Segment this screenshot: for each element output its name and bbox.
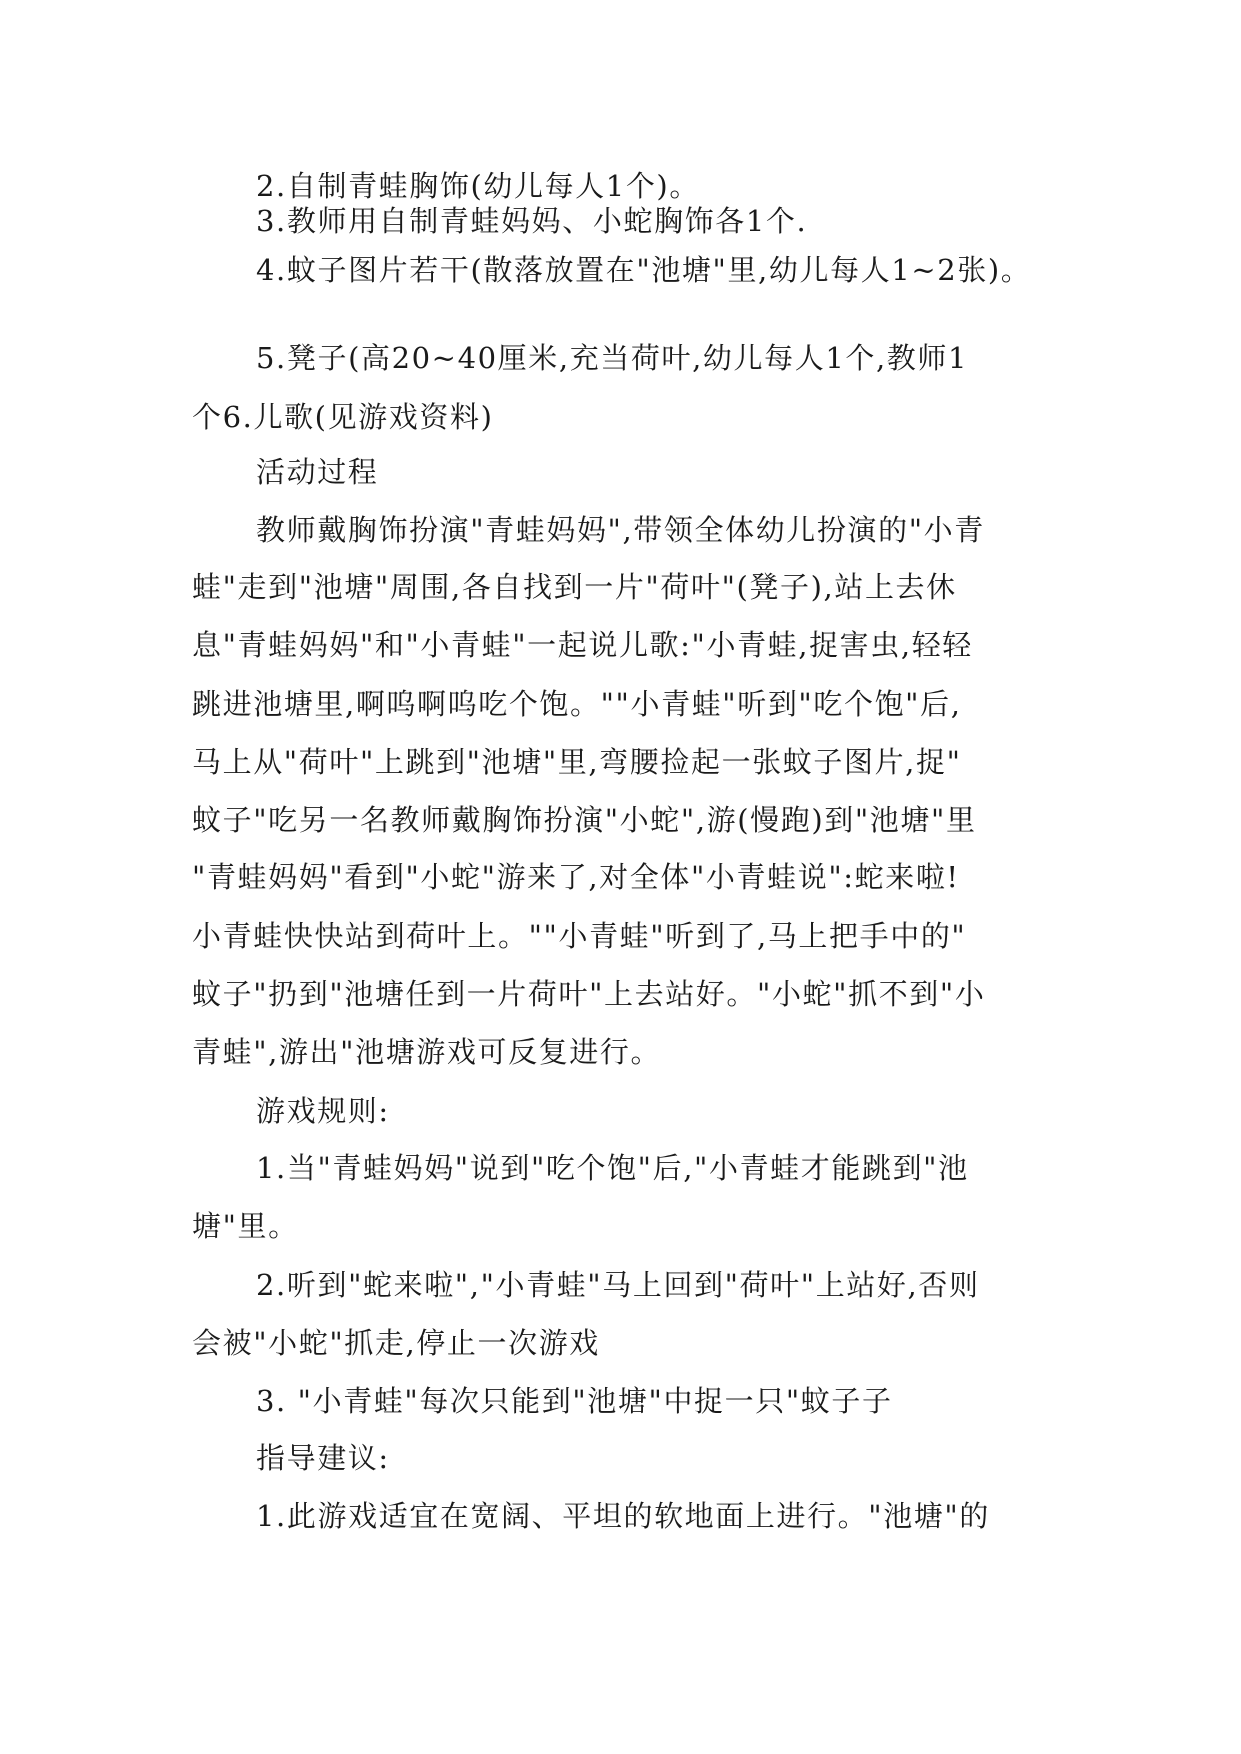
text-line: 3.教师用自制青蛙妈妈、小蛇胸饰各1个. xyxy=(256,204,808,238)
text-line: 4.蚊子图片若干(散落放置在"池塘"里,幼儿每人1~2张)。 xyxy=(256,253,1032,287)
text-line: 小青蛙快快站到荷叶上。""小青蛙"听到了,马上把手中的" xyxy=(192,919,967,953)
text-line: 青蛙",游出"池塘游戏可反复进行。 xyxy=(192,1035,662,1069)
text-line: 1.此游戏适宜在宽阔、平坦的软地面上进行。"池塘"的 xyxy=(256,1499,990,1533)
text-line: 3. "小青蛙"每次只能到"池塘"中捉一只"蚊子子 xyxy=(256,1384,893,1418)
text-line: 2.听到"蛇来啦","小青蛙"马上回到"荷叶"上站好,否则 xyxy=(256,1268,980,1302)
text-line: 蚊子"吃另一名教师戴胸饰扮演"小蛇",游(慢跑)到"池塘"里 xyxy=(192,803,977,837)
section-heading: 指导建议: xyxy=(256,1441,390,1475)
section-heading: 游戏规则: xyxy=(256,1094,390,1128)
text-line: 塘"里。 xyxy=(192,1209,299,1243)
text-line: 蚊子"扔到"池塘任到一片荷叶"上去站好。"小蛇"抓不到"小 xyxy=(192,977,986,1011)
text-line: 5.凳子(高20~40厘米,充当荷叶,幼儿每人1个,教师1 xyxy=(256,341,969,375)
text-line: 1.当"青蛙妈妈"说到"吃个饱"后,"小青蛙才能跳到"池 xyxy=(256,1151,969,1185)
text-line: 教师戴胸饰扮演"青蛙妈妈",带领全体幼儿扮演的"小青 xyxy=(256,513,985,547)
text-line: 息"青蛙妈妈"和"小青蛙"一起说儿歌:"小青蛙,捉害虫,轻轻 xyxy=(192,628,973,662)
text-line: 蛙"走到"池塘"周围,各自找到一片"荷叶"(凳子),站上去休 xyxy=(192,570,957,604)
text-line: 会被"小蛇"抓走,停止一次游戏 xyxy=(192,1326,600,1360)
text-line: 2.自制青蛙胸饰(幼儿每人1个)。 xyxy=(256,169,700,203)
section-heading: 活动过程 xyxy=(256,455,379,489)
text-line: 跳进池塘里,啊呜啊呜吃个饱。""小青蛙"听到"吃个饱"后, xyxy=(192,687,962,721)
text-line: "青蛙妈妈"看到"小蛇"游来了,对全体"小青蛙说":蛇来啦! xyxy=(192,860,960,894)
text-line: 马上从"荷叶"上跳到"池塘"里,弯腰捡起一张蚊子图片,捉" xyxy=(192,745,962,779)
text-line: 个6.儿歌(见游戏资料) xyxy=(192,400,494,434)
